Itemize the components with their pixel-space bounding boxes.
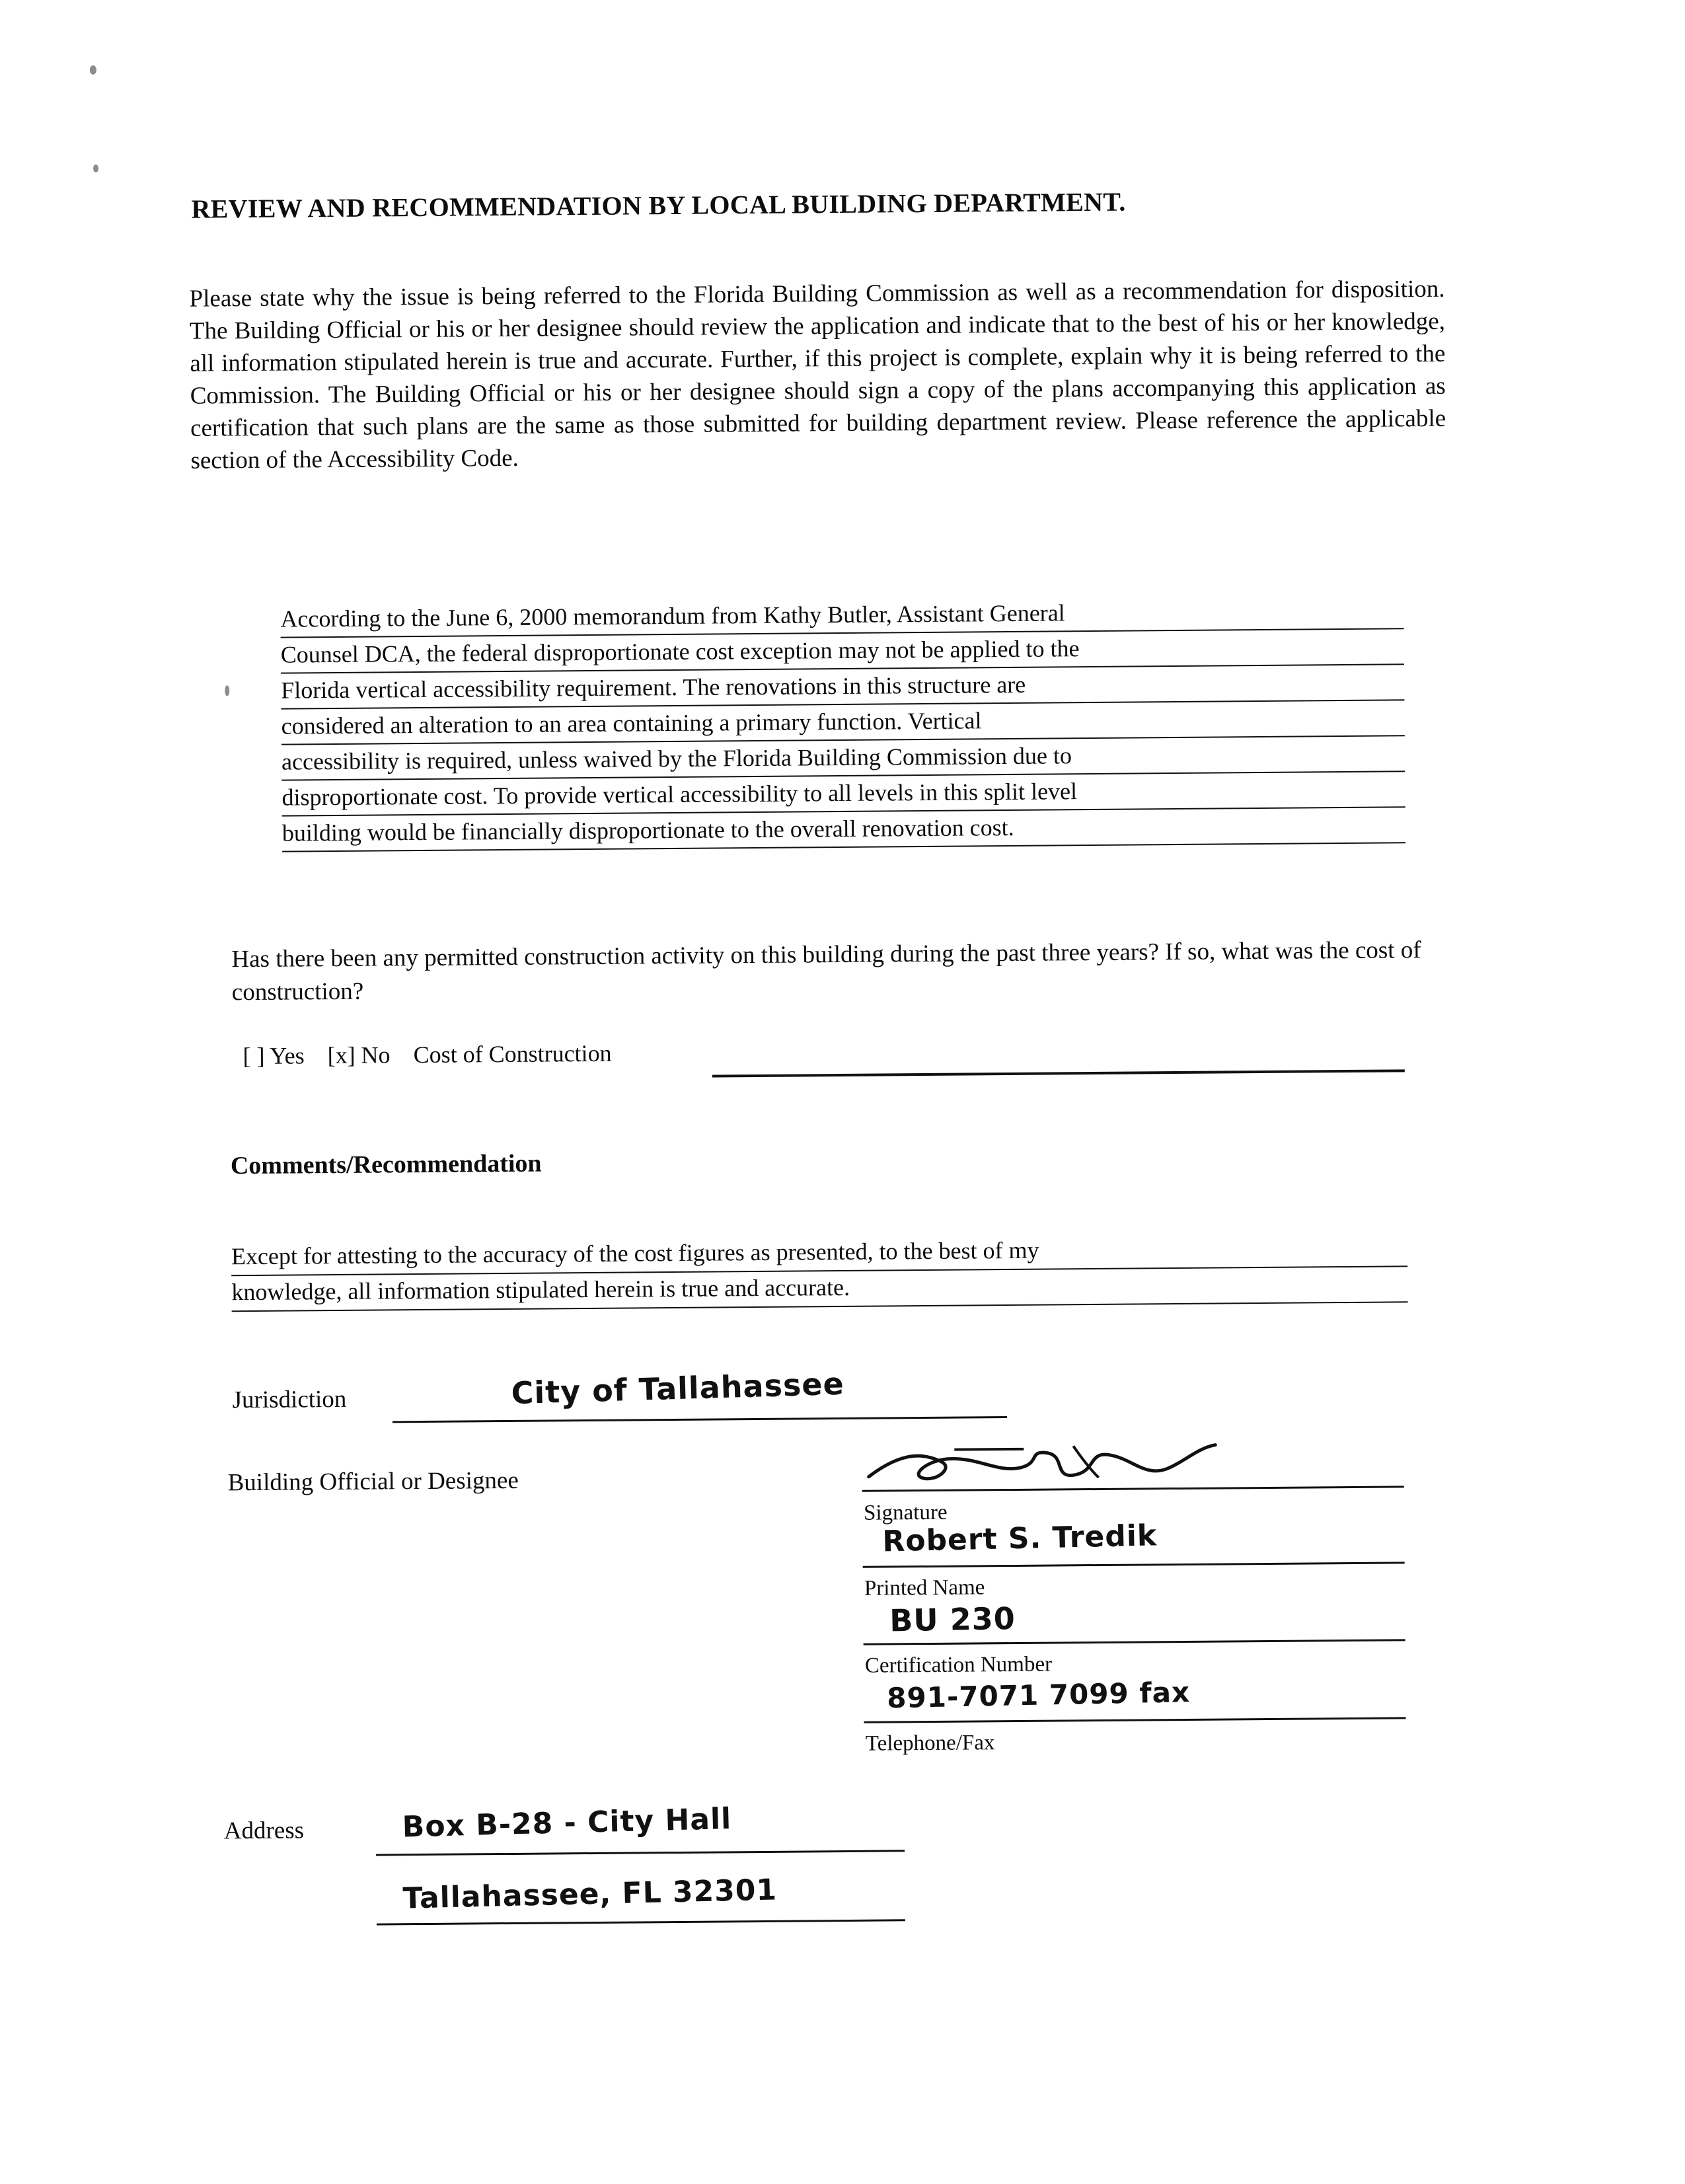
printed-name-value: Robert S. Tredik (881, 1519, 1158, 1559)
yes-checkbox[interactable]: [ ] Yes (243, 1042, 305, 1070)
address-label: Address (223, 1817, 305, 1845)
jurisdiction-label: Jurisdiction (232, 1385, 347, 1414)
intro-paragraph: Please state why the issue is being referred to the Florida Building Commission as well as a recommendation for disposition. The Building Official or his or her designee should review the application and indicate that to the best of his or her knowledge, all information stipulated herein is true and accurate. Further, if this project is complete, explain why it is being referred to the Commission. The Building Official or his or her designee should sign a copy of the plans accompanying this application as certification that such plans are the same as those submitted for building department review. Please reference the applicable section of the Accessibility Code. (189, 275, 1446, 474)
comments-line: Except for attesting to the accuracy of the cost figures as presented, to the best of my (231, 1231, 1407, 1276)
quoted-line: building would be financially disproportionate to the overall renovation cost. (282, 808, 1405, 852)
printed-name-input[interactable] (863, 1562, 1405, 1567)
quoted-line: considered an alteration to an area containing a primary function. Vertical (281, 700, 1404, 745)
comments-heading: Comments/Recommendation (230, 1149, 542, 1180)
signature-label: Signature (863, 1500, 948, 1525)
scan-speck (93, 165, 98, 172)
certification-number-input[interactable] (864, 1639, 1405, 1645)
permitted-activity-question: Has there been any permitted construction activity on this building during the past three years? If so, what was the cost of construction? (231, 936, 1421, 1006)
jurisdiction-value: City of Tallahassee (510, 1365, 845, 1412)
signature-mark (855, 1427, 1252, 1503)
scan-speck (225, 685, 229, 696)
quoted-line: According to the June 6, 2000 memorandum from Kathy Butler, Assistant General (280, 593, 1404, 638)
quoted-line: Counsel DCA, the federal disproportionate cost exception may not be applied to the (281, 629, 1404, 673)
quoted-line: disproportionate cost. To provide vertical accessibility to all levels in this split level (281, 772, 1405, 816)
address-line1-value: Box B-28 - City Hall (402, 1802, 732, 1844)
telephone-fax-input[interactable] (864, 1717, 1406, 1723)
comments-text (231, 1231, 1408, 1312)
address-line2-input[interactable] (377, 1919, 905, 1925)
telephone-fax-value: 891-7071 7099 fax (886, 1676, 1191, 1715)
permitted-activity-answer (243, 1039, 628, 1071)
jurisdiction-input[interactable] (393, 1416, 1007, 1423)
page-title: REVIEW AND RECOMMENDATION BY LOCAL BUILDING DEPARTMENT. (191, 186, 1126, 224)
no-checkbox[interactable]: [x] No (327, 1041, 391, 1069)
comments-line: knowledge, all information stipulated herein is true and accurate. (231, 1267, 1407, 1312)
printed-name-label: Printed Name (864, 1575, 985, 1600)
quoted-line: accessibility is required, unless waived by the Florida Building Commission due to (281, 736, 1405, 780)
quoted-line: Florida vertical accessibility requirement. The renovations in this structure are (281, 665, 1404, 709)
address-line2-value: Tallahassee, FL 32301 (402, 1873, 778, 1916)
cost-of-construction-input[interactable] (712, 1069, 1405, 1077)
cost-of-construction-label: Cost of Construction (413, 1039, 612, 1069)
scan-speck (90, 65, 96, 75)
address-line1-input[interactable] (376, 1850, 905, 1856)
certification-number-value: BU 230 (889, 1600, 1016, 1639)
quoted-statement (280, 593, 1405, 852)
building-official-label: Building Official or Designee (227, 1466, 519, 1497)
certification-number-label: Certification Number (864, 1652, 1053, 1678)
telephone-fax-label: Telephone/Fax (865, 1731, 995, 1756)
